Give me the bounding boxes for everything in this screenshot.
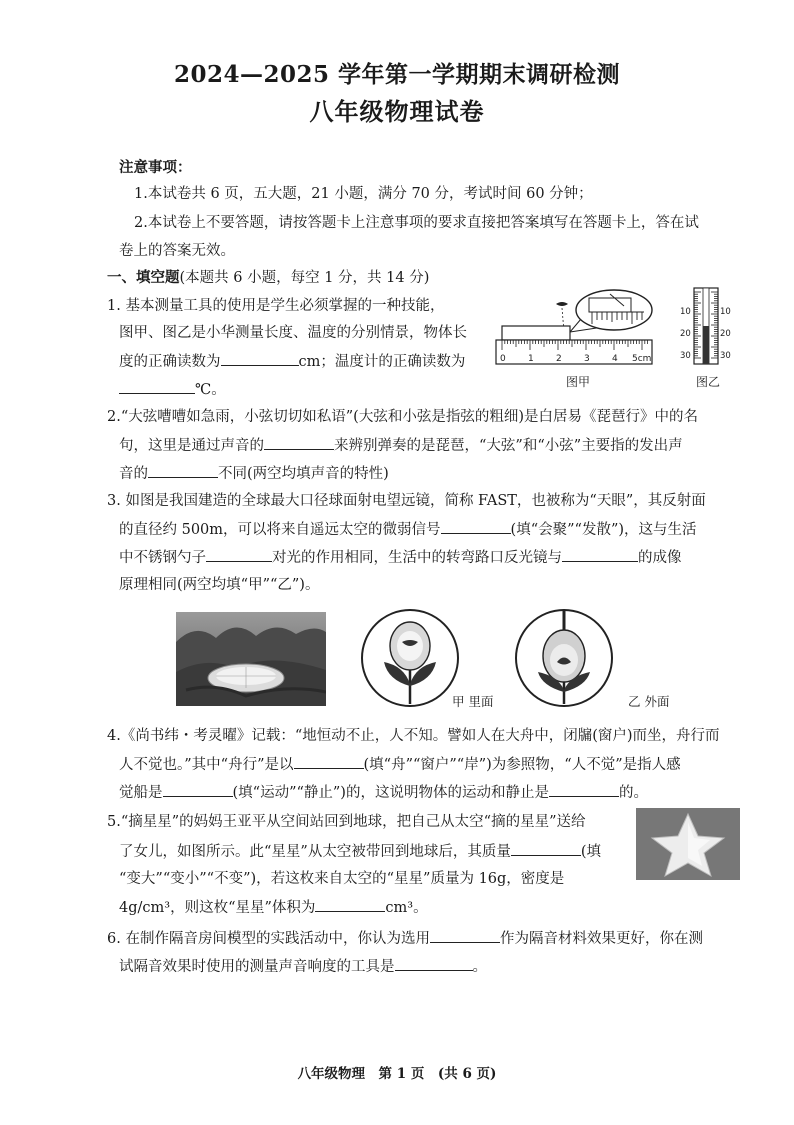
q1-line4 bbox=[119, 379, 226, 400]
fig-yi-caption: 图乙 bbox=[696, 375, 721, 389]
q2-text-a: 句，这里是通过声音的 bbox=[119, 438, 264, 454]
q4-text-c: 觉船是 bbox=[119, 785, 163, 801]
q6-blank-1 bbox=[430, 928, 500, 943]
ruler-figure bbox=[492, 288, 660, 392]
ruler-tick-2: 2 bbox=[556, 354, 562, 364]
q4-blank-2 bbox=[163, 782, 233, 797]
ruler-tick-1: 1 bbox=[528, 354, 534, 364]
q3-line4: 原理相同(两空均填“甲”“乙”)。 bbox=[119, 577, 320, 593]
thermo-tick-10-r: 10 bbox=[720, 307, 731, 317]
q1-blank-length bbox=[221, 351, 299, 366]
section-title: 一、填空题 bbox=[107, 269, 180, 286]
q5-line1: 5.“摘星星”的妈妈王亚平从空间站回到地球，把自己从太空“摘的星星”送给 bbox=[107, 814, 586, 830]
q2-text-d: 不同(两空均填声音的特性) bbox=[218, 466, 389, 482]
q4-blank-3 bbox=[549, 782, 619, 797]
q3-text-d: 对光的作用相同，生活中的转弯路口反光镜与 bbox=[272, 550, 562, 566]
spoon-outside-caption: 乙 外面 bbox=[628, 694, 670, 709]
q4-text-d: (填“运动”“静止”)的，这说明物体的运动和静止是 bbox=[232, 785, 549, 801]
page-footer: 八年级物理 第 1 页 (共 6 页) bbox=[297, 1066, 497, 1082]
spoon-outside-figure bbox=[512, 606, 622, 710]
q1-blank-temp bbox=[119, 379, 195, 394]
exam-title: 2024—2025 学年第一学期期末调研检测 bbox=[173, 61, 621, 88]
ruler-tick-4: 4 bbox=[612, 354, 618, 364]
q4-text-e: 的。 bbox=[618, 785, 648, 801]
star-photo bbox=[636, 808, 740, 880]
q2-line2 bbox=[119, 435, 683, 456]
q2-blank-2 bbox=[148, 463, 218, 478]
q4-line2 bbox=[119, 754, 681, 775]
fig-jia-caption: 图甲 bbox=[566, 375, 591, 389]
q3-blank-3 bbox=[562, 547, 638, 562]
thermo-tick-30: 30 bbox=[680, 351, 691, 361]
q1-line2: 图甲、图乙是小华测量长度、温度的分别情景，物体长 bbox=[119, 325, 467, 341]
section-heading bbox=[107, 268, 429, 288]
q1-line3 bbox=[119, 351, 465, 372]
q3-line1: 3. 如图是我国建造的全球最大口径球面射电望远镜，简称 FAST，也被称为“天眼”，其反射面 bbox=[107, 493, 706, 509]
q5-line2 bbox=[119, 841, 601, 862]
q5-text-d: cm³。 bbox=[385, 900, 428, 916]
q6-text-c: 试隔音效果时使用的测量声音响度的工具是 bbox=[119, 959, 395, 975]
q6-text-d: 。 bbox=[472, 959, 487, 975]
thermo-tick-20-r: 20 bbox=[720, 329, 731, 339]
thermo-tick-10: 10 bbox=[680, 307, 691, 317]
q5-text-a: 了女儿，如图所示。此“星星”从太空被带回到地球后，其质量 bbox=[119, 844, 511, 860]
q4-line3 bbox=[119, 782, 648, 803]
thermo-tick-30-r: 30 bbox=[720, 351, 731, 361]
q2-line1: 2.“大弦嘈嘈如急雨，小弦切切如私语”(大弦和小弦是指弦的粗细)是白居易《琵琶行》中的名 bbox=[107, 409, 698, 425]
notice-item-2-line2: 卷上的答案无效。 bbox=[119, 243, 235, 259]
q6-line1 bbox=[107, 928, 703, 949]
q6-line2 bbox=[119, 956, 487, 977]
q3-text-e: 的成像 bbox=[638, 550, 682, 566]
q5-line3: “变大”“变小”“不变”)，若这枚来自太空的“星星”质量为 16g，密度是 bbox=[119, 871, 565, 887]
q1-text-b: cm；温度计的正确读数为 bbox=[298, 354, 466, 370]
q3-line3 bbox=[119, 547, 682, 568]
q2-line3 bbox=[119, 463, 389, 484]
q2-blank-1 bbox=[264, 435, 334, 450]
q3-text-a: 的直径约 500m，可以将来自遥远太空的微弱信号 bbox=[119, 522, 441, 538]
section-note: (本题共 6 小题，每空 1 分，共 14 分) bbox=[179, 270, 430, 286]
q3-blank-2 bbox=[206, 547, 272, 562]
q4-line1: 4.《尚书纬・考灵曜》记载：“地恒动不止，人不知。譬如人在大舟中，闭牖(窗户)而坐，舟行而 bbox=[107, 728, 720, 744]
q4-text-b: (填“舟”“窗户”“岸”)为参照物，“人不觉”是指人感 bbox=[363, 757, 681, 773]
q1-text-a: 度的正确读数为 bbox=[119, 354, 221, 370]
q5-blank-1 bbox=[511, 841, 581, 856]
q5-blank-2 bbox=[315, 897, 385, 912]
q3-text-c: 中不锈钢勺子 bbox=[119, 550, 206, 566]
ruler-tick-0: 0 bbox=[500, 354, 506, 364]
ruler-tick-5: 5cm bbox=[632, 354, 652, 364]
q3-blank-1 bbox=[441, 519, 511, 534]
fast-telescope-photo bbox=[176, 612, 326, 706]
q4-blank-1 bbox=[294, 754, 364, 769]
q6-blank-2 bbox=[395, 956, 473, 971]
q5-text-b: (填 bbox=[580, 844, 601, 860]
q1-text-c: ℃。 bbox=[195, 382, 226, 398]
ruler-tick-3: 3 bbox=[584, 354, 590, 364]
notice-item-2-line1: 2.本试卷上不要答题，请按答题卡上注意事项的要求直接把答案填写在答题卡上，答在试 bbox=[134, 215, 699, 231]
notice-heading: 注意事项： bbox=[119, 159, 192, 176]
q6-text-b: 作为隔音材料效果更好，你在测 bbox=[499, 931, 703, 947]
notice-item-1: 1.本试卷共 6 页，五大题，21 小题，满分 70 分，考试时间 60 分钟； bbox=[134, 186, 593, 202]
thermo-tick-20: 20 bbox=[680, 329, 691, 339]
q4-text-a: 人不觉也。”其中“舟行”是以 bbox=[119, 757, 294, 773]
q1-line1: 1. 基本测量工具的使用是学生必须掌握的一种技能， bbox=[107, 298, 445, 314]
q5-text-c: 4g/cm³，则这枚“星星”体积为 bbox=[119, 900, 316, 916]
spoon-inside-caption: 甲 里面 bbox=[452, 694, 494, 709]
q2-text-b: 来辨别弹奏的是琵琶，“大弦”和“小弦”主要指的发出声 bbox=[334, 438, 683, 454]
q6-text-a: 6. 在制作隔音房间模型的实践活动中，你认为选用 bbox=[107, 931, 430, 947]
q3-text-b: (填“会聚”“发散”)，这与生活 bbox=[510, 522, 697, 538]
q3-line2 bbox=[119, 519, 697, 540]
thermometer-figure bbox=[676, 286, 736, 392]
q2-text-c: 音的 bbox=[119, 466, 148, 482]
q5-line4 bbox=[119, 897, 428, 918]
exam-subtitle: 八年级物理试卷 bbox=[309, 97, 485, 126]
